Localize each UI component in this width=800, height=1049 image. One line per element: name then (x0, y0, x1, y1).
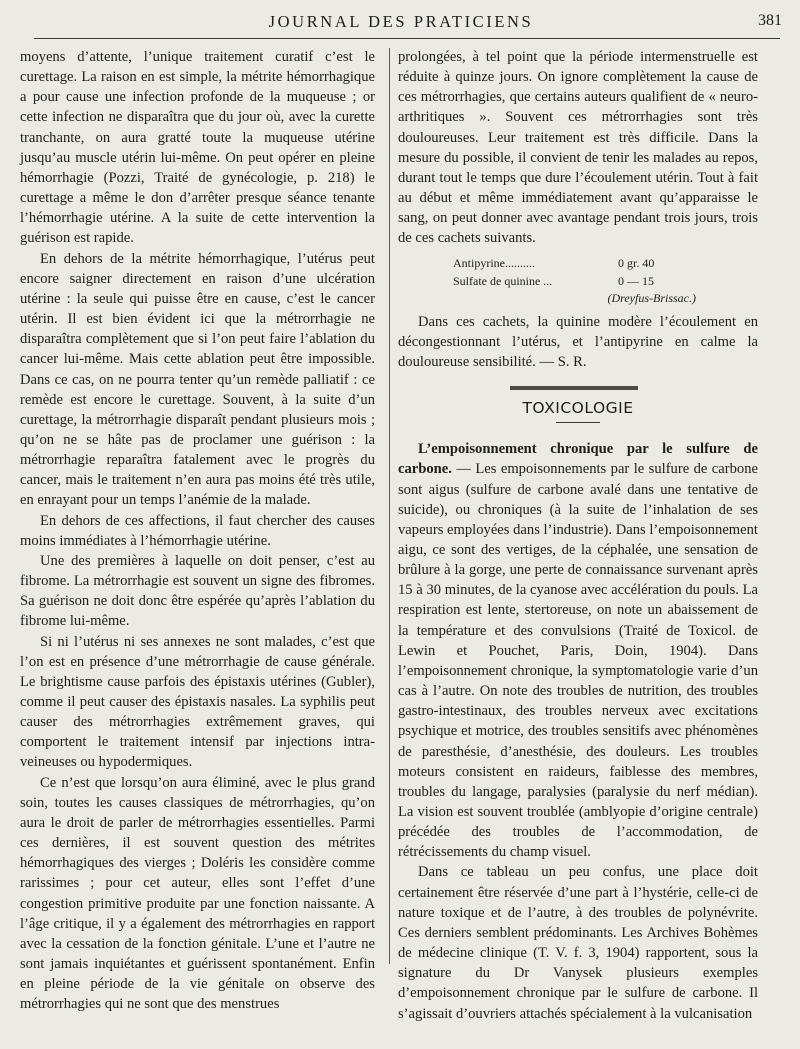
section-separator-heavy (510, 386, 638, 390)
section-heading: TOXICOLOGIE (522, 399, 634, 418)
drug-dose: 0 gr. 40 (618, 255, 655, 270)
article-paragraph (398, 439, 758, 862)
drug-name: Sulfate de quinine ... (453, 273, 553, 288)
paragraph: prolongées, à tel point que la période intermenstruelle est réduite à quinze jours. On ignore complètement la cause de ces métrorrhagies, que certains auteurs qualifient de « neuro-arthritiques ». Souvent ces métrorrhagies sont très douloureuses. Leur traitement est très difficile. Dans la mesure du possible, il convient de tenir les malades au repos, durant tout le temps que dure l’écoulement utérin. Tout à fait au début et même immédiatement avant qu’apparaisse le sang, on peut donner avec avantage pendant trois jours, trois de ces cachets suivants. (398, 49, 758, 247)
drug-name: Antipyrine.......... (453, 255, 535, 270)
header-rule (34, 38, 780, 39)
prescription-row (398, 254, 758, 272)
section-gap (398, 423, 758, 437)
article-text: — Les empoisonnements par le sulfure de carbone sont aigus (sulfure de carbone avalé dans une tentative de suicide), ou chroniques (à la suite de l’inhalation de ses vapeurs employées dans l’industrie). Dans l’empoisonnement aigu, ce sont des vertiges, de la céphalée, une sensation de brûlure à la gorge, une perte de connaissance survenant après 15 à 30 minutes, de la cyanose avec accélération du pouls. La respiration est lente, stertoreuse, on note un abaissement de la température et des convulsions (Traité de Toxicol. de Lewin et Pouchet, Paris, Doin, 1904). Dans l’empoisonnement chronique, la symptomatologie varie d’un cas à l’autre. On note des troubles de nutrition, des troubles gastro-intestinaux, des troubles nerveux avec excitations psychique et motrice, des troubles sensitifs avec phénomènes de paresthésie, d’anesthésie, des douleurs. Les troubles moteurs consistent en raideurs, faiblesse des membres, troubles du langage, paralysies (paralysie du nerf médian). La vision est souvent troublée (amblyopie d’origine centrale) précédée des troubles de l’accommodation, de rétrécissements du champ visuel. (398, 461, 758, 861)
right-column (398, 47, 758, 1024)
prescription-table (398, 254, 758, 290)
paragraph: Si ni l’utérus ni ses annexes ne sont malades, c’est que l’on est en présence d’une métrorrhagie de cause générale. Le brightisme cause parfois des épistaxis utérines (Gubler), comme il peut causer des épistaxis nasales. La syphilis peut causer des métrorrhagies extrêmement graves, qui comportent le traitement intensif par injections intra-veineuses ou hypodermiques. (20, 633, 375, 771)
paragraph: En dehors de ces affections, il faut chercher des causes moins immédiates à l’hémorrhagie utérine. (20, 512, 375, 549)
column-divider (389, 48, 390, 964)
paragraph: Une des premières à laquelle on doit penser, c’est au fibrome. La métrorrhagie est souvent un signe des fibromes. Sa guérison ne doit donc être espérée qu’après l’ablation du fibrome lui-même. (20, 552, 375, 630)
journal-title: JOURNAL DES PRATICIENS (268, 12, 534, 31)
page-number: 381 (758, 12, 782, 29)
prescription-source: (Dreyfus-Brissac.) (607, 290, 696, 305)
paragraph: En dehors de la métrite hémorrhagique, l’utérus peut encore saigner directement en raison d’une ulcération utérine : la seule qui puisse être en cause, c’est le cancer utérin. Il est bien évident ici que la métrorrhagie ne disparaîtra complètement que si l’on peut faire l’ablation du cancer lui-même. Mais cette ablation peut être impossible. Dans ce cas, on ne pourra tenter qu’un remède palliatif : ce remède est encore le curettage. Souvent, à la suite d’un curettage, la métrorrhagie disparaît pendant plusieurs mois ; qu’on ne se hâte pas de proclamer une guérison : la métrorrhagie reparaîtra fatalement avec le progrès du cancer, mais le traitement n’en aura pas moins été très utile, en enrayant pour un temps l’anémie de la malade. (20, 250, 375, 509)
article-title: L’empoisonnement chronique par le sulfure de carbone. (398, 441, 758, 478)
page-header (20, 8, 782, 34)
prescription-row (398, 272, 758, 290)
drug-dose: 0 — 15 (618, 273, 654, 288)
prescription (398, 254, 758, 306)
paragraph: Dans ce tableau un peu confus, une place doit certainement être réservée d’une part à l’hystérie, celle-ci de nature toxique et de l’autre, à des troubles de polynévrite. Ces derniers semblent prédominants. Les Archives Bohèmes de médecine clinique (T. V. f. 3, 1904) rapportent, sous la signature du Dr Vanysek plusieurs exemples d’empoisonnement chronique par le sulfure de carbone. Il s’agissait d’ouvriers attachés spécialement à la vulcanisation (398, 864, 758, 1022)
paragraph: moyens d’attente, l’unique traitement curatif c’est le curettage. La raison en est simple, la métrite hémorrhagique a pour cause une infection profonde de la muqueuse ; or cette infection ne disparaîtra que du jour où, avec la curette tranchante, on aura gratté toute la muqueuse utérine jusqu’au muscle utérin lui-même. On peut opérer en pleine hémorrhagie (Pozzi, Traité de gynécologie, p. 218) le curettage a même le don d’arrêter presque séance tenante l’hémorrhagie utérine. A la suite de cette intervention la guérison est rapide. (20, 49, 375, 247)
paragraph: Ce n’est que lorsqu’on aura éliminé, avec le plus grand soin, toutes les causes classiques de métrorrhagies, qu’on aura le droit de parler de métrorrhagies essentielles. Parmi ces dernières, il est souvent question des métrites hémorrhagiques des vierges ; Doléris les considère comme rarissimes ; pour cet auteur, elles sont l’effet d’une congestion primitive produite par une fonction naissante. A l’âge critique, il y a également des métrorrhagies en rapport avec la cessation de la fonction génitale. L’une et l’autre ne sont jamais inquiétantes et guérissent spontanément. Enfin en pleine période de la vie génitale on observe des métrorrhagies qui ne sont que des menstrues (20, 774, 375, 1013)
paragraph: Dans ces cachets, la quinine modère l’écoulement en décongestionnant l’utérus, et l’antipyrine en calme la douloureuse sensibilité. — S. R. (398, 313, 758, 370)
left-column (20, 47, 375, 1015)
